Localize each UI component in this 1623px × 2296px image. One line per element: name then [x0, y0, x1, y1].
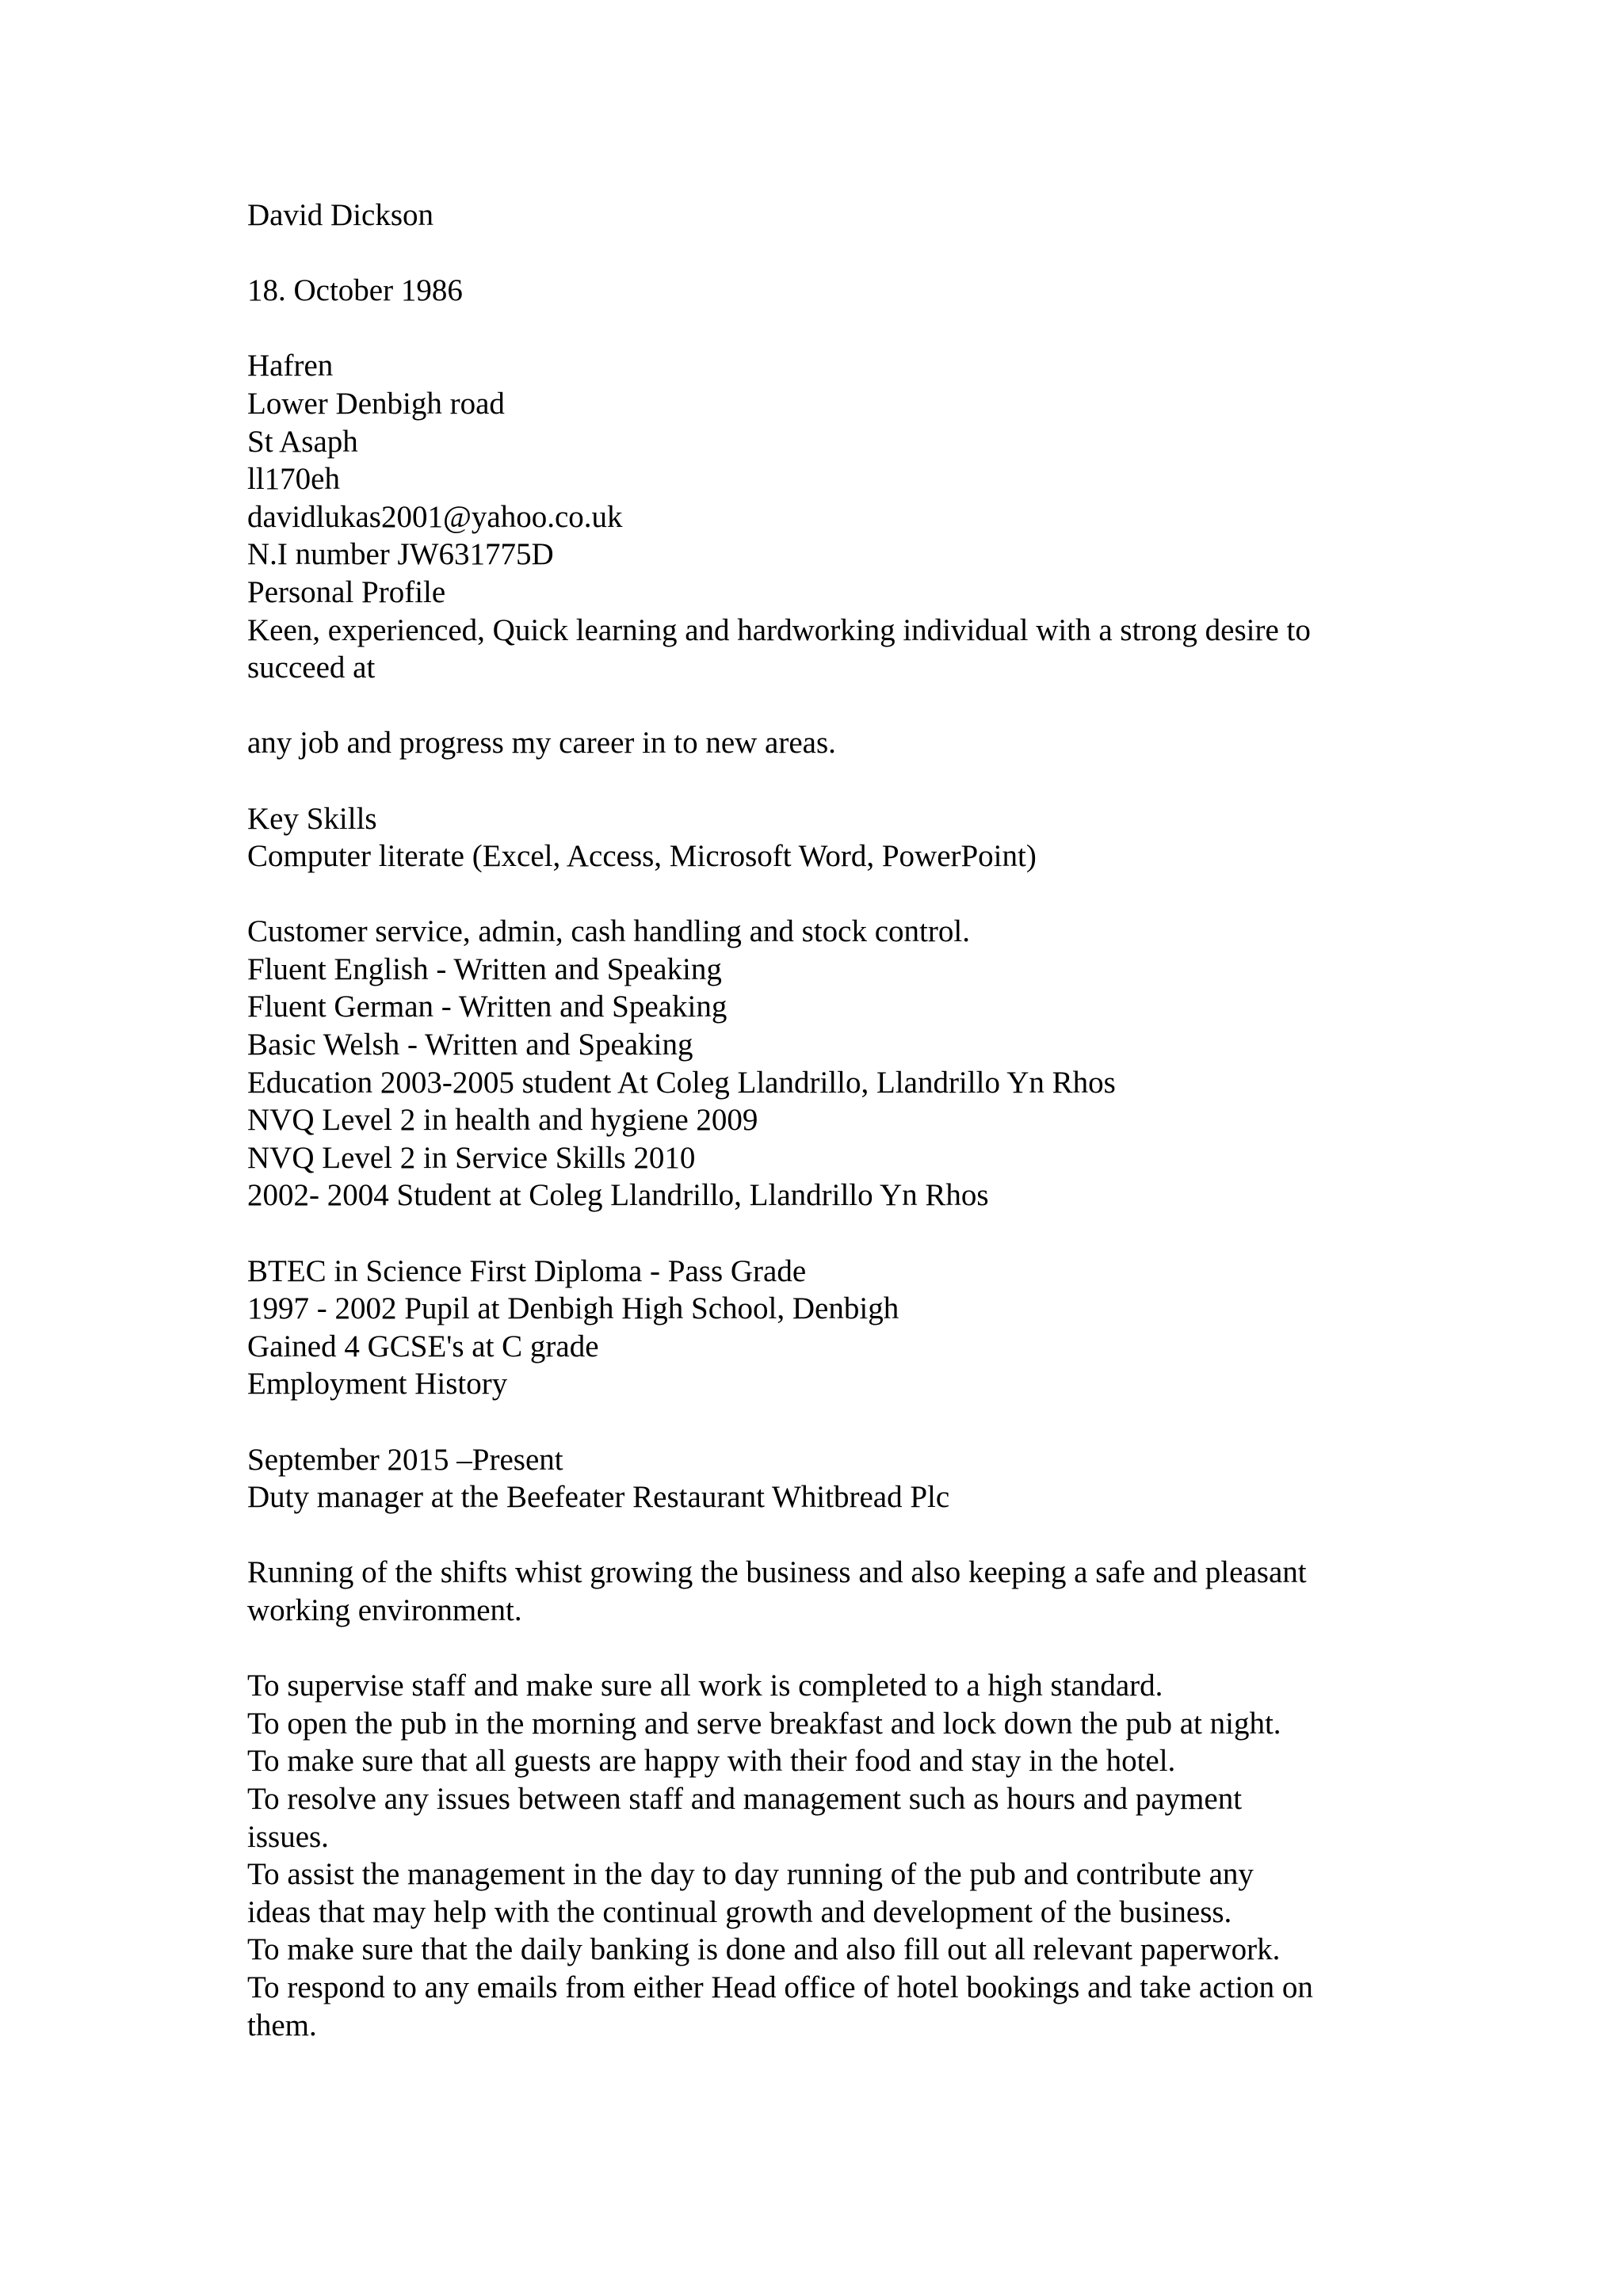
address-line-1: Hafren — [247, 349, 334, 383]
duty-line: To make sure that all guests are happy with their food and stay in the hotel. — [247, 1744, 1176, 1779]
spacer — [247, 1215, 1396, 1253]
address-line-2: Lower Denbigh road — [247, 386, 505, 421]
personal-profile-text: Keen, experienced, Quick learning and hardworking individual with a strong desire to — [247, 612, 1311, 647]
duty-line: ideas that may help with the continual growth and development of the business. — [247, 1894, 1232, 1929]
candidate-name: David Dickson — [247, 198, 434, 232]
duty-line: To respond to any emails from either Head office of hotel bookings and take action on — [247, 1970, 1313, 2004]
spacer — [247, 1403, 1396, 1441]
education-line: NVQ Level 2 in Service Skills 2010 — [247, 1140, 696, 1175]
skill-computer: Computer literate (Excel, Access, Microsoft Word, PowerPoint) — [247, 839, 1037, 874]
date-of-birth: 18. October 1986 — [247, 273, 463, 308]
spacer — [247, 235, 1396, 273]
employment-period: September 2015 –Present — [247, 1442, 563, 1477]
education-line: NVQ Level 2 in health and hygiene 2009 — [247, 1103, 758, 1138]
education-line: Education 2003-2005 student At Coleg Llandrillo, Llandrillo Yn Rhos — [247, 1065, 1116, 1100]
personal-profile-text: any job and progress my career in to new areas. — [247, 726, 836, 761]
key-skills-heading: Key Skills — [247, 801, 377, 836]
education-line: 2002- 2004 Student at Coleg Llandrillo, Llandrillo Yn Rhos — [247, 1178, 989, 1213]
employment-summary: Running of the shifts whist growing the business and also keeping a safe and pleasant — [247, 1555, 1307, 1590]
duty-line: To make sure that the daily banking is done and also fill out all relevant paperwork. — [247, 1932, 1281, 1967]
spacer — [247, 1516, 1396, 1554]
spacer — [247, 310, 1396, 348]
skill-customer-service: Customer service, admin, cash handling and stock control. — [247, 914, 970, 949]
spacer — [247, 687, 1396, 725]
duty-line: To supervise staff and make sure all work is completed to a high standard. — [247, 1669, 1163, 1703]
employment-heading: Employment History — [247, 1367, 508, 1402]
skill-welsh: Basic Welsh - Written and Speaking — [247, 1028, 693, 1062]
personal-profile-text: succeed at — [247, 650, 376, 685]
employment-role: Duty manager at the Beefeater Restaurant Whitbread Plc — [247, 1480, 950, 1515]
address-postcode: ll170eh — [247, 462, 340, 497]
spacer — [247, 762, 1396, 800]
address-line-3: St Asaph — [247, 424, 358, 459]
skill-german: Fluent German - Written and Speaking — [247, 990, 727, 1024]
duty-line: To open the pub in the morning and serve breakfast and lock down the pub at night. — [247, 1706, 1281, 1741]
personal-profile-heading: Personal Profile — [247, 574, 446, 609]
cv-content — [247, 196, 1396, 2044]
education-line: BTEC in Science First Diploma - Pass Grade — [247, 1253, 807, 1288]
employment-summary: working environment. — [247, 1592, 522, 1627]
email-address: davidlukas2001@yahoo.co.uk — [247, 499, 623, 534]
duty-line: issues. — [247, 1819, 329, 1854]
education-line: Gained 4 GCSE's at C grade — [247, 1329, 599, 1363]
education-line: 1997 - 2002 Pupil at Denbigh High School, Denbigh — [247, 1291, 899, 1326]
duty-line: To assist the management in the day to day running of the pub and contribute any — [247, 1857, 1254, 1892]
duty-line: them. — [247, 2008, 317, 2042]
spacer — [247, 1630, 1396, 1668]
skill-english: Fluent English - Written and Speaking — [247, 952, 722, 986]
spacer — [247, 875, 1396, 913]
ni-number: N.I number JW631775D — [247, 537, 554, 572]
duty-line: To resolve any issues between staff and management such as hours and payment — [247, 1781, 1243, 1816]
